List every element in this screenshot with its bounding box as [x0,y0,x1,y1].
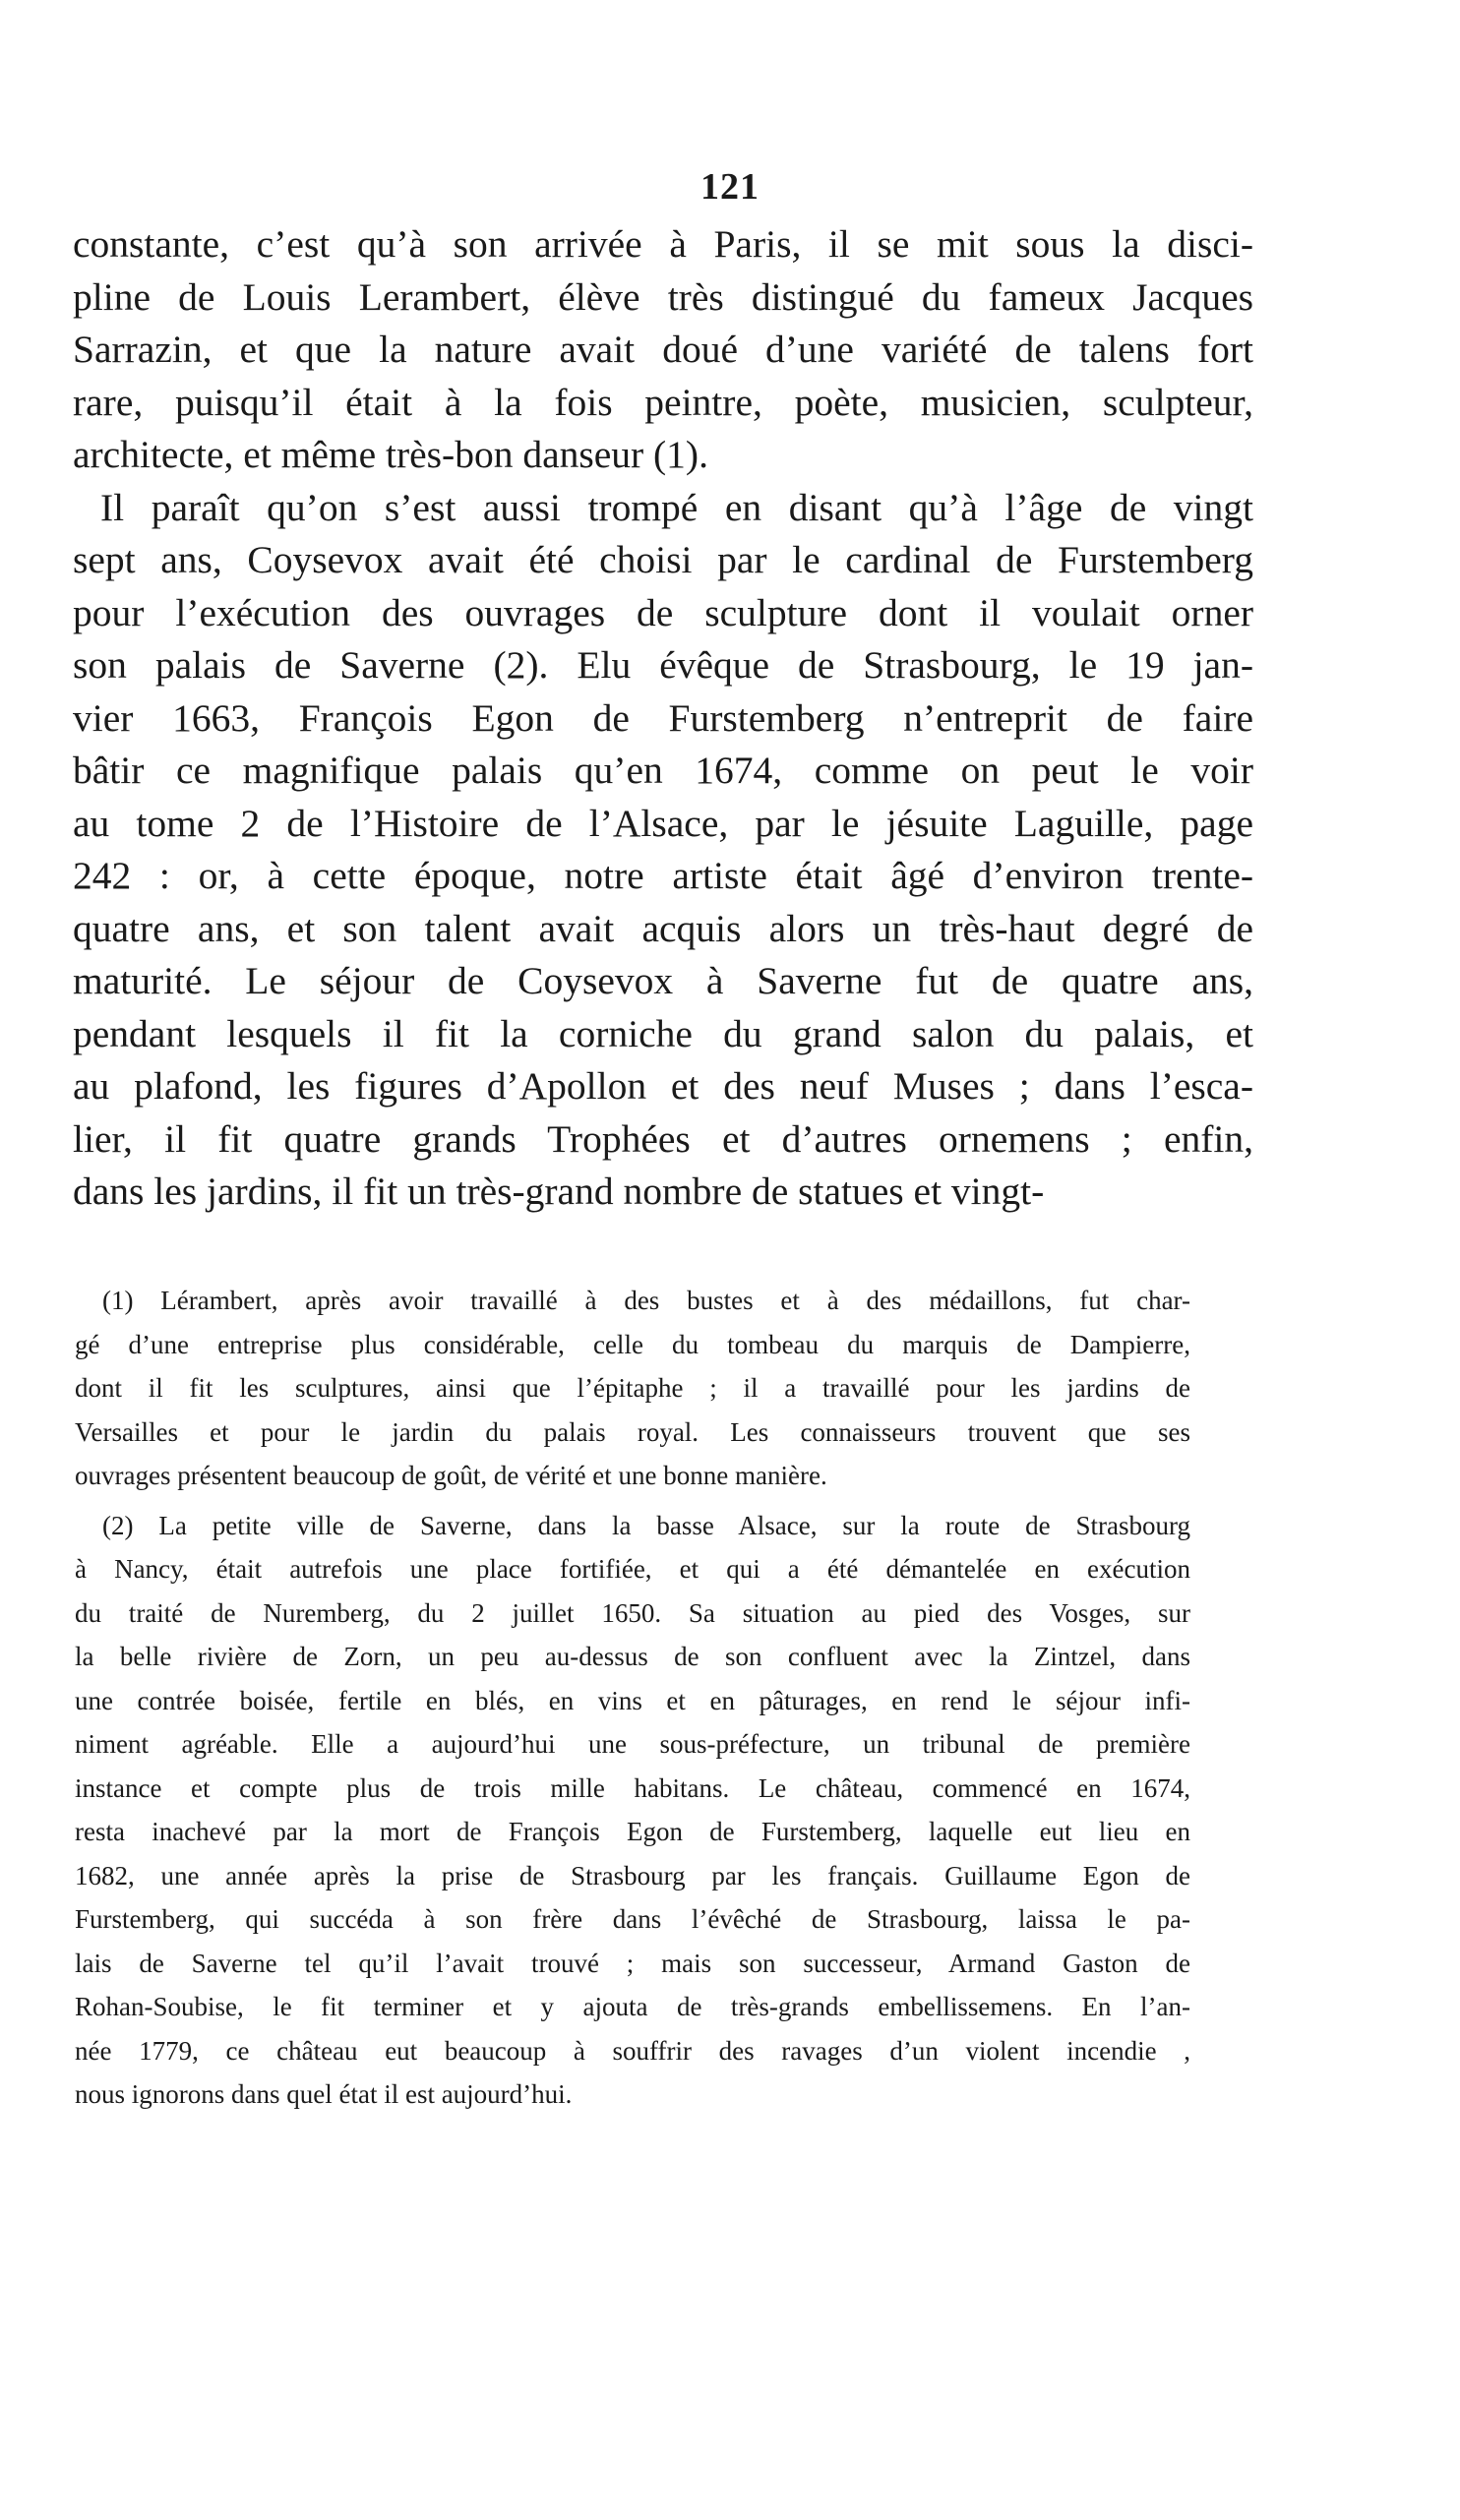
footnote-line: une contrée boisée, fertile en blés, en vins et en pâturages, en rend le séjour infi- [75,1685,1190,1715]
page-number: 121 [700,166,760,208]
text-line: lier, il fit quatre grands Trophées et d’autres ornemens ; enfin, [73,1116,1253,1161]
text-line: pline de Louis Lerambert, élève très distingué du fameux Jacques [73,274,1253,319]
footnote-line: dont il fit les sculptures, ainsi que l’épitaphe ; il a travaillé pour les jardins de [75,1373,1190,1403]
text-line: Il paraît qu’on s’est aussi trompé en disant qu’à l’âge de vingt [100,485,1253,529]
text-line: dans les jardins, il fit un très-grand nombre de statues et vingt- [73,1170,1045,1213]
text-line: maturité. Le séjour de Coysevox à Saverne fut de quatre ans, [73,959,1253,1002]
footnote-line: 1682, une année après la prise de Strasbourg par les français. Guillaume Egon de [75,1860,1190,1890]
text-line: rare, puisqu’il était à la fois peintre, poète, musicien, sculpteur, [73,380,1253,424]
footnote-line: (2) La petite ville de Saverne, dans la basse Alsace, sur la route de Strasbourg [102,1510,1190,1540]
text-line: constante, c’est qu’à son arrivée à Paris, il se mit sous la disci- [73,222,1253,266]
text-line: 242 : or, à cette époque, notre artiste était âgé d’environ trente- [73,854,1253,897]
footnote-line: (1) Lérambert, après avoir travaillé à des bustes et à des médaillons, fut char- [102,1286,1190,1315]
footnote-line: Rohan-Soubise, le fit terminer et y ajouta de très-grands embellissemens. En l’an- [75,1992,1190,2021]
text-line: au plafond, les figures d’Apollon et des neuf Muses ; dans l’esca- [73,1064,1253,1108]
footnote-1 [75,1279,1190,1498]
text-line: bâtir ce magnifique palais qu’en 1674, comme on peut le voir [73,749,1253,792]
footnote-line: resta inachevé par la mort de François Egon de Furstemberg, laquelle eut lieu en [75,1817,1190,1846]
footnote-line: nous ignorons dans quel état il est aujourd’hui. [75,2079,573,2109]
footnote-line: la belle rivière de Zorn, un peu au-dessus de son confluent avec la Zintzel, dans [75,1642,1190,1671]
footnote-line: Versailles et pour le jardin du palais royal. Les connaisseurs trouvent que ses [75,1416,1190,1447]
text-line: architecte, et même très-bon danseur (1). [73,433,708,476]
footnote-line: Furstemberg, qui succéda à son frère dans l’évêché de Strasbourg, laissa le pa- [75,1904,1190,1934]
footnote-2 [75,1504,1190,2117]
text-line: au tome 2 de l’Histoire de l’Alsace, par le jésuite Laguille, page [73,801,1253,845]
footnotes [75,1279,1190,2117]
text-line: pour l’exécution des ouvrages de sculpture dont il voulait orner [73,590,1253,634]
text-line: pendant lesquels il fit la corniche du grand salon du palais, et [73,1011,1253,1055]
footnote-line: lais de Saverne tel qu’il l’avait trouvé ; mais son successeur, Armand Gaston de [75,1948,1190,1978]
footnote-line: à Nancy, était autrefois une place fortifiée, et qui a été démantelée en exécution [75,1554,1190,1584]
text-line: sept ans, Coysevox avait été choisi par le cardinal de Furstemberg [73,538,1253,581]
footnote-line: gé d’une entreprise plus considérable, celle du tombeau du marquis de Dampierre, [75,1329,1190,1359]
text-line: Sarrazin, et que la nature avait doué d’une variété de talens fort [73,328,1253,371]
footnote-line: instance et compte plus de trois mille habitans. Le château, commencé en 1674, [75,1772,1190,1803]
main-text [73,218,1253,1219]
text-line: quatre ans, et son talent avait acquis alors un très-haut degré de [73,906,1253,950]
text-line: vier 1663, François Egon de Furstemberg n’entreprit de faire [73,695,1253,740]
footnote-line: ouvrages présentent beaucoup de goût, de vérité et une bonne manière. [75,1461,827,1490]
footnote-line: née 1779, ce château eut beaucoup à souffrir des ravages d’un violent incendie , [75,2035,1190,2066]
footnote-line: niment agréable. Elle a aujourd’hui une sous-préfecture, un tribunal de première [75,1729,1190,1759]
footnote-line: du traité de Nuremberg, du 2 juillet 1650. Sa situation au pied des Vosges, sur [75,1597,1190,1628]
text-line: son palais de Saverne (2). Elu évêque de Strasbourg, le 19 jan- [73,643,1253,687]
